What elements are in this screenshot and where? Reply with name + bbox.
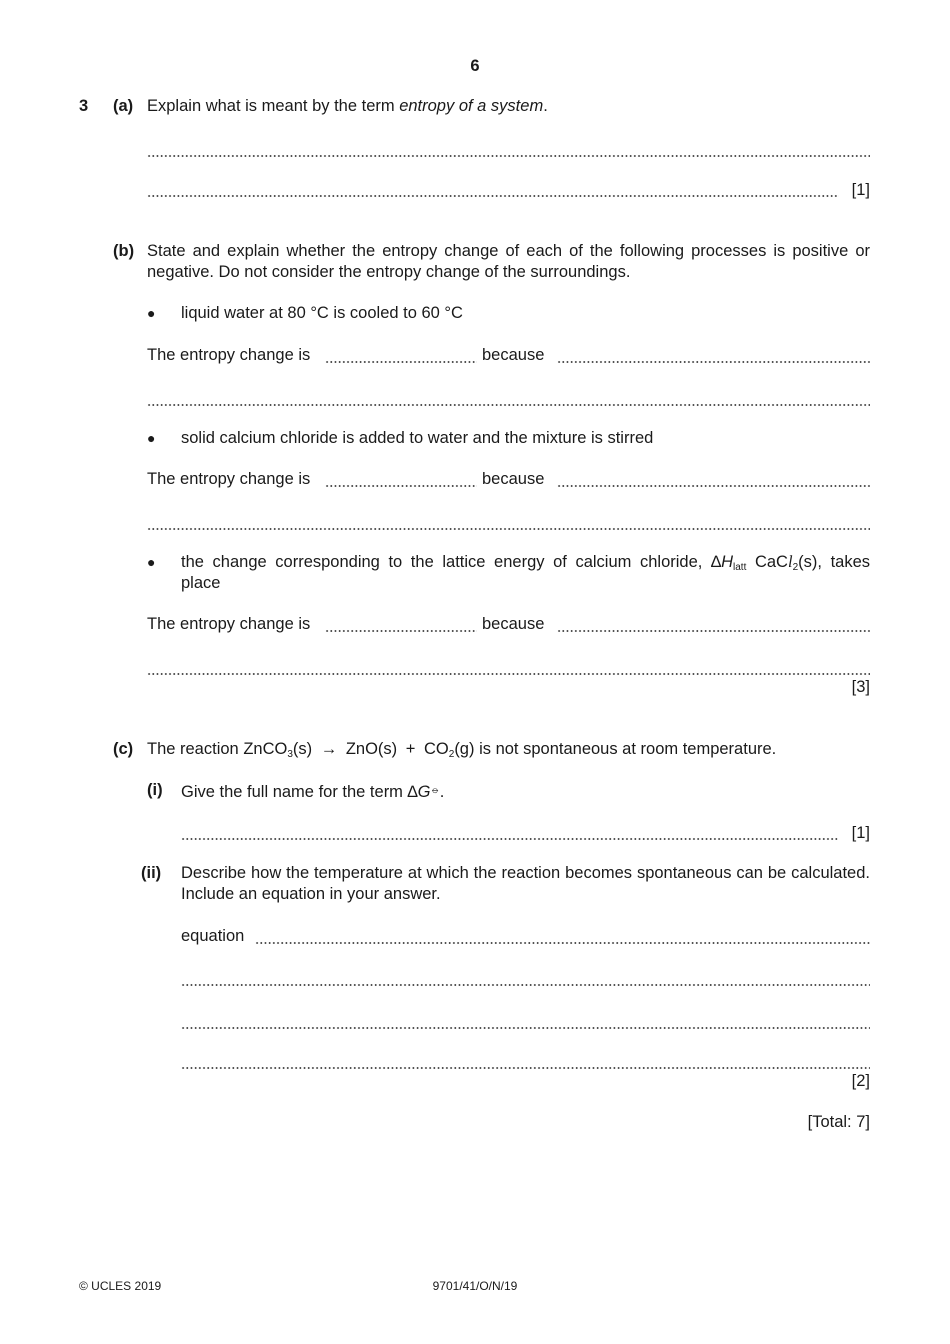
answer-line[interactable] xyxy=(181,1051,870,1071)
enthalpy-symbol: H xyxy=(721,553,734,571)
answer-line[interactable] xyxy=(147,657,870,677)
paper-code: 9701/41/O/N/19 xyxy=(432,1279,518,1293)
product-2 xyxy=(424,740,474,758)
page-number: 6 xyxy=(470,57,480,75)
reason-answer-line[interactable] xyxy=(557,469,870,489)
part-a-question xyxy=(147,96,548,116)
product-2-subscript: 2 xyxy=(448,749,455,760)
bullet-icon: ● xyxy=(147,305,156,321)
part-c-label: (c) xyxy=(113,740,134,758)
process-item-continuation: place xyxy=(181,574,221,592)
part-a-text: Explain what is meant by the term xyxy=(147,97,400,115)
gibbs-symbol: G xyxy=(417,783,431,801)
answer-line[interactable] xyxy=(147,512,870,532)
formula-subscript: 2 xyxy=(792,562,799,573)
entropy-sign-answer[interactable] xyxy=(325,345,477,365)
part-b-intro: State and explain whether the entropy change of each of the following processes is positive or negative. Do not consider the entropy change of the surroundings. xyxy=(147,242,870,281)
process-text-end: (s), takes xyxy=(798,553,871,571)
formula-text: CaC xyxy=(746,553,788,571)
latt-subscript: latt xyxy=(733,562,747,573)
reaction-statement xyxy=(147,739,776,759)
part-b-label: (b) xyxy=(113,242,135,260)
process-item: liquid water at 80 °C is cooled to 60 °C xyxy=(181,304,463,322)
part-c-i-label: (i) xyxy=(147,781,163,799)
answer-line[interactable] xyxy=(147,388,870,408)
question-number: 3 xyxy=(79,97,89,115)
bullet-icon: ● xyxy=(147,554,156,570)
reason-answer-line[interactable] xyxy=(557,614,870,634)
process-item: solid calcium chloride is added to water and the mixture is stirred xyxy=(181,429,654,447)
total-marks: [Total: 7] xyxy=(807,1113,870,1131)
part-c-i-question xyxy=(181,780,444,802)
reactant-state: (s) xyxy=(292,740,313,758)
part-c-ii-label: (ii) xyxy=(141,864,162,882)
formula-l: l xyxy=(787,552,793,571)
reaction-prefix: The reaction xyxy=(147,740,244,758)
answer-line[interactable] xyxy=(181,968,870,988)
mark-allocation: [3] xyxy=(851,678,870,696)
part-c-i-period: . xyxy=(439,783,445,801)
part-a-period: . xyxy=(543,97,548,115)
mark-allocation: [1] xyxy=(851,181,870,199)
plus-sign: + xyxy=(405,740,416,758)
mark-allocation: [2] xyxy=(851,1072,870,1090)
reactant xyxy=(243,740,312,758)
product-2-state: (g) xyxy=(454,740,475,758)
bullet-icon: ● xyxy=(147,430,156,446)
part-c-i-text: Give the full name for the term xyxy=(181,783,408,801)
arrow-icon: → xyxy=(320,740,338,758)
entropy-sign-answer[interactable] xyxy=(325,469,477,489)
entropy-change-label: The entropy change is xyxy=(147,346,311,364)
entropy-change-label: The entropy change is xyxy=(147,615,311,633)
entropy-change-label: The entropy change is xyxy=(147,470,311,488)
process-item xyxy=(181,552,870,572)
answer-line[interactable] xyxy=(147,179,839,199)
equation-answer-line[interactable] xyxy=(255,926,870,946)
standard-state-icon: ⦵ xyxy=(430,784,440,796)
delta-symbol: ∆ xyxy=(407,783,418,801)
because-label: because xyxy=(482,470,545,488)
answer-line[interactable] xyxy=(181,822,839,842)
product-2-formula: CO xyxy=(424,740,449,758)
reason-answer-line[interactable] xyxy=(557,345,870,365)
part-a-term: entropy of a system xyxy=(399,97,544,115)
reaction-suffix: is not spontaneous at room temperature. xyxy=(479,740,777,758)
reactant-subscript: 3 xyxy=(287,749,293,760)
answer-line[interactable] xyxy=(181,1011,870,1031)
copyright: © UCLES 2019 xyxy=(79,1279,162,1293)
because-label: because xyxy=(482,346,545,364)
product-1: ZnO(s) xyxy=(345,740,398,758)
mark-allocation: [1] xyxy=(851,824,870,842)
answer-line[interactable] xyxy=(147,139,870,159)
because-label: because xyxy=(482,615,545,633)
process-text: the change corresponding to the lattice energy of calcium chloride, xyxy=(181,553,711,571)
equation-label: equation xyxy=(181,927,245,945)
part-c-ii-question: Describe how the temperature at which the reaction becomes spontaneous can be calculated. Include an equation in your answer. xyxy=(181,864,870,903)
reactant-formula: ZnCO xyxy=(243,740,288,758)
delta-symbol: ∆ xyxy=(710,553,722,571)
part-a-label: (a) xyxy=(113,97,134,115)
entropy-sign-answer[interactable] xyxy=(325,614,477,634)
